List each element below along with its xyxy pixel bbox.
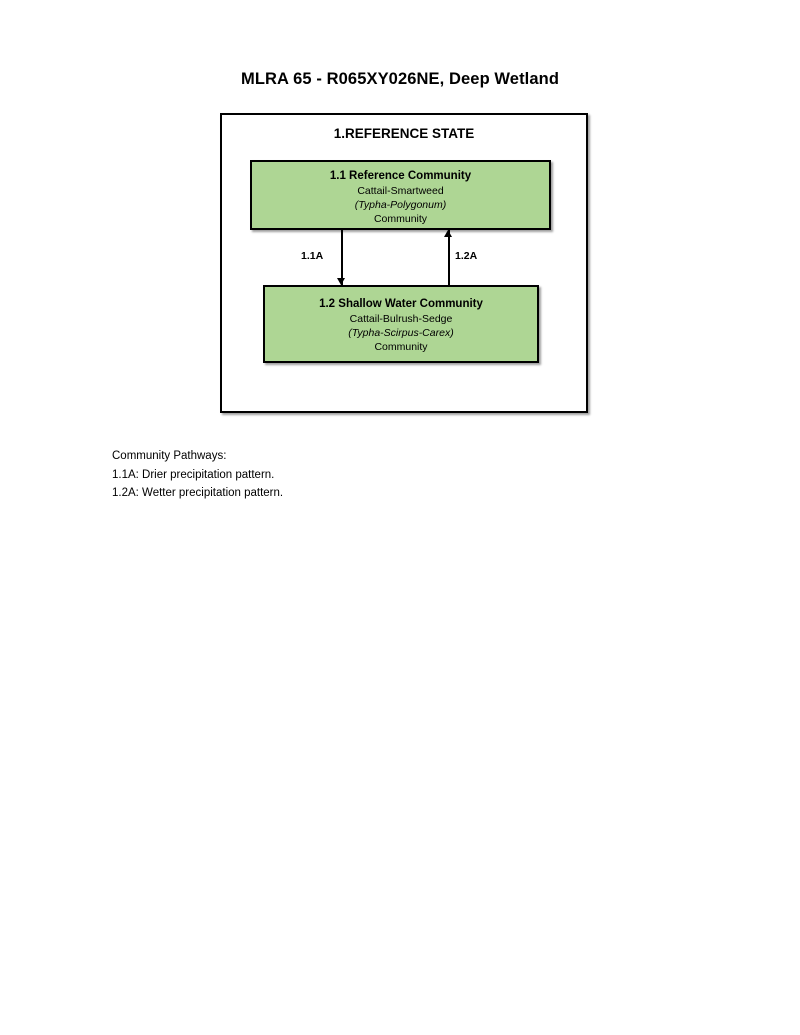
transition-label-1-1a: 1.1A (301, 250, 324, 262)
community-1-2-suffix: Community (374, 341, 428, 353)
reference-state-box (220, 113, 588, 413)
transition-arrow-1-1a (337, 230, 346, 285)
state-title: 1.REFERENCE STATE (333, 126, 475, 141)
community-box-1-2 (263, 285, 539, 363)
arrow-head-down-icon (337, 278, 345, 285)
transition-label-1-2a: 1.2A (455, 250, 478, 262)
community-1-1-suffix: Community (373, 213, 428, 225)
community-box-1-1 (250, 160, 551, 230)
arrow-head-up-icon (444, 230, 452, 237)
transition-arrow-1-2a (444, 230, 453, 285)
arrow-shaft (448, 230, 450, 285)
community-1-1-common-name: Cattail-Smartweed (357, 185, 444, 197)
community-1-2-title: 1.2 Shallow Water Community (319, 298, 483, 310)
community-1-1-title: 1.1 Reference Community (329, 170, 472, 182)
page-title: MLRA 65 - R065XY026NE, Deep Wetland (240, 70, 559, 88)
legend-entry-1-2a: 1.2A: Wetter precipitation pattern. (112, 487, 284, 499)
legend-heading: Community Pathways: (112, 450, 227, 462)
community-1-1-scientific-name: (Typha-Polygonum) (354, 199, 447, 211)
arrow-shaft (341, 230, 343, 285)
legend-entry-1-1a: 1.1A: Drier precipitation pattern. (112, 468, 275, 481)
community-pathways-legend (112, 447, 283, 503)
community-1-2-common-name: Cattail-Bulrush-Sedge (349, 313, 453, 325)
community-1-2-scientific-name: (Typha-Scirpus-Carex) (348, 327, 454, 339)
